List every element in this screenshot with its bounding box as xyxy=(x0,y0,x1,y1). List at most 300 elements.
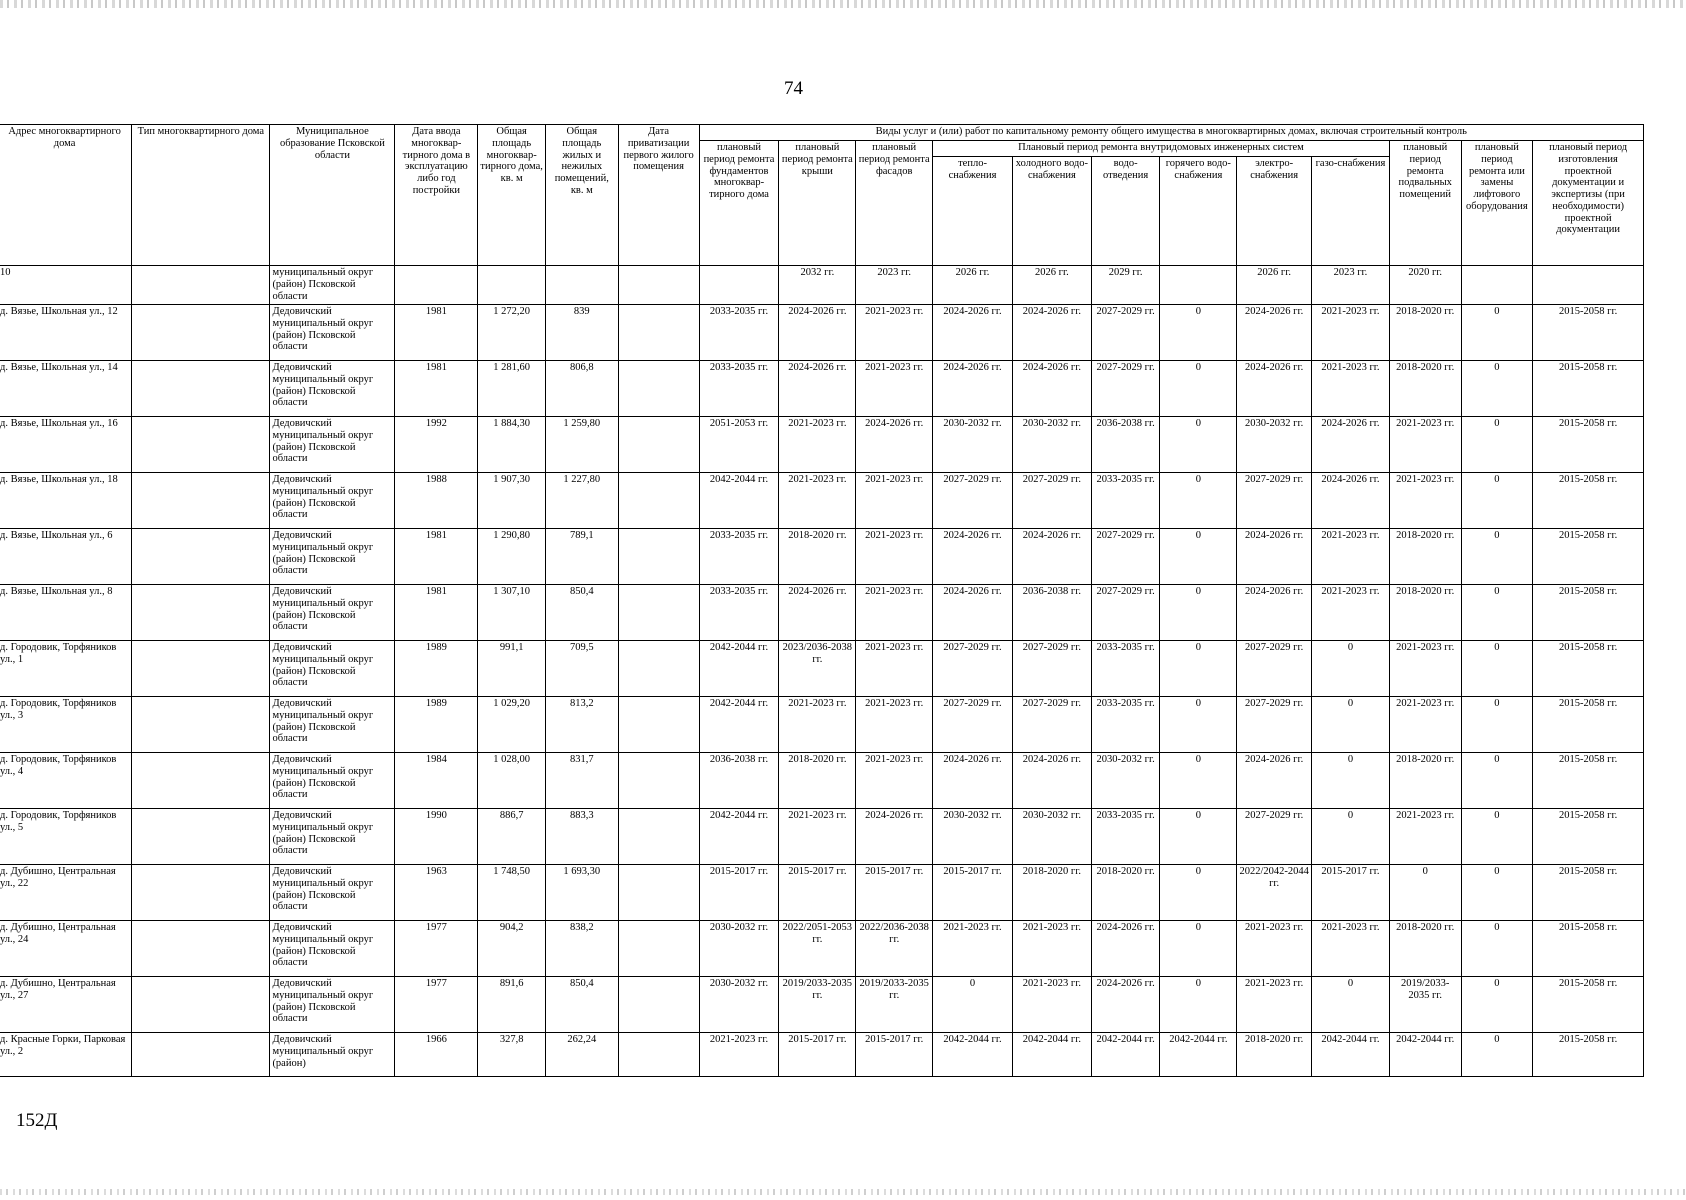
cell-privatization xyxy=(618,753,699,809)
cell-sewer: 2033-2035 гг. xyxy=(1091,697,1160,753)
cell-heat: 2024-2026 гг. xyxy=(933,305,1013,361)
cell-heat: 2026 гг. xyxy=(933,266,1013,305)
cell-gas: 0 xyxy=(1312,809,1390,865)
cell-facade: 2022/2036-2038 гг. xyxy=(856,921,933,977)
cell-elevator: 0 xyxy=(1461,809,1533,865)
cell-municipality: Дедовичский муниципальный округ (район) xyxy=(270,1033,395,1077)
cell-address: д. Дубишно, Центральная ул., 27 xyxy=(0,977,132,1033)
cell-facade: 2021-2023 гг. xyxy=(856,641,933,697)
cell-total-area xyxy=(478,266,546,305)
cell-hot-water: 0 xyxy=(1160,641,1237,697)
cell-municipality: Дедовичский муниципальный округ (район) Псковской области xyxy=(270,305,395,361)
cell-privatization xyxy=(618,865,699,921)
cell-privatization xyxy=(618,473,699,529)
cell-sewer: 2042-2044 гг. xyxy=(1091,1033,1160,1077)
cell-total-area: 886,7 xyxy=(478,809,546,865)
header-address: Адрес многоквартирного дома xyxy=(0,125,132,266)
cell-electric: 2026 гг. xyxy=(1237,266,1312,305)
cell-electric: 2027-2029 гг. xyxy=(1237,809,1312,865)
cell-sewer: 2024-2026 гг. xyxy=(1091,977,1160,1033)
cell-house-type xyxy=(132,641,270,697)
cell-municipality: муниципальный округ (район) Псковской области xyxy=(270,266,395,305)
cell-basement: 2019/2033-2035 гг. xyxy=(1389,977,1461,1033)
cell-privatization xyxy=(618,305,699,361)
table-body xyxy=(0,266,1644,1077)
table-row xyxy=(0,641,1644,697)
cell-roof: 2015-2017 гг. xyxy=(779,865,856,921)
header-hot-water: горячего водо-снабжения xyxy=(1160,157,1237,266)
cell-house-type xyxy=(132,529,270,585)
cell-hot-water: 0 xyxy=(1160,921,1237,977)
cell-design: 2015-2058 гг. xyxy=(1533,417,1644,473)
cell-basement: 2018-2020 гг. xyxy=(1389,305,1461,361)
cell-privatization xyxy=(618,1033,699,1077)
cell-house-type xyxy=(132,473,270,529)
cell-roof: 2021-2023 гг. xyxy=(779,809,856,865)
cell-year: 1963 xyxy=(395,865,478,921)
cell-foundation: 2033-2035 гг. xyxy=(699,361,779,417)
cell-address: д. Красные Горки, Парковая ул., 2 xyxy=(0,1033,132,1077)
cell-roof: 2018-2020 гг. xyxy=(779,753,856,809)
header-basement: плановый период ремонта подвальных помещений xyxy=(1389,141,1461,266)
cell-roof: 2021-2023 гг. xyxy=(779,417,856,473)
cell-facade: 2024-2026 гг. xyxy=(856,809,933,865)
cell-foundation: 2030-2032 гг. xyxy=(699,977,779,1033)
cell-hot-water: 0 xyxy=(1160,977,1237,1033)
cell-privatization xyxy=(618,809,699,865)
cell-basement: 2021-2023 гг. xyxy=(1389,697,1461,753)
table-row xyxy=(0,809,1644,865)
cell-premises-area: 839 xyxy=(545,305,618,361)
cell-foundation: 2042-2044 гг. xyxy=(699,697,779,753)
cell-privatization xyxy=(618,697,699,753)
cell-heat: 2024-2026 гг. xyxy=(933,529,1013,585)
cell-electric: 2027-2029 гг. xyxy=(1237,697,1312,753)
cell-electric: 2027-2029 гг. xyxy=(1237,641,1312,697)
cell-basement: 0 xyxy=(1389,865,1461,921)
table-row xyxy=(0,753,1644,809)
cell-facade: 2021-2023 гг. xyxy=(856,529,933,585)
cell-cold-water: 2024-2026 гг. xyxy=(1012,305,1091,361)
cell-privatization xyxy=(618,921,699,977)
header-house-type: Тип многоквартирного дома xyxy=(132,125,270,266)
header-facade: плановый период ремонта фасадов xyxy=(856,141,933,266)
cell-design: 2015-2058 гг. xyxy=(1533,473,1644,529)
cell-address: д. Вязье, Школьная ул., 16 xyxy=(0,417,132,473)
cell-premises-area: 709,5 xyxy=(545,641,618,697)
cell-privatization xyxy=(618,361,699,417)
cell-heat: 2024-2026 гг. xyxy=(933,585,1013,641)
cell-privatization xyxy=(618,641,699,697)
cell-year: 1981 xyxy=(395,585,478,641)
cell-elevator: 0 xyxy=(1461,753,1533,809)
cell-house-type xyxy=(132,697,270,753)
cell-cold-water: 2018-2020 гг. xyxy=(1012,865,1091,921)
cell-hot-water: 0 xyxy=(1160,809,1237,865)
table-row xyxy=(0,417,1644,473)
cell-hot-water: 2042-2044 гг. xyxy=(1160,1033,1237,1077)
cell-sewer: 2027-2029 гг. xyxy=(1091,585,1160,641)
cell-foundation: 2021-2023 гг. xyxy=(699,1033,779,1077)
cell-hot-water: 0 xyxy=(1160,697,1237,753)
cell-elevator: 0 xyxy=(1461,529,1533,585)
cell-electric: 2024-2026 гг. xyxy=(1237,361,1312,417)
cell-design: 2015-2058 гг. xyxy=(1533,641,1644,697)
cell-basement: 2020 гг. xyxy=(1389,266,1461,305)
cell-electric: 2024-2026 гг. xyxy=(1237,585,1312,641)
table-row xyxy=(0,473,1644,529)
cell-premises-area: 1 227,80 xyxy=(545,473,618,529)
cell-basement: 2021-2023 гг. xyxy=(1389,473,1461,529)
cell-heat: 2015-2017 гг. xyxy=(933,865,1013,921)
cell-privatization xyxy=(618,977,699,1033)
cell-basement: 2018-2020 гг. xyxy=(1389,753,1461,809)
header-commission-date: Дата ввода многоквар-тирного дома в эксплуатацию либо год постройки xyxy=(395,125,478,266)
cell-sewer: 2018-2020 гг. xyxy=(1091,865,1160,921)
cell-premises-area: 831,7 xyxy=(545,753,618,809)
cell-foundation: 2033-2035 гг. xyxy=(699,585,779,641)
cell-foundation: 2042-2044 гг. xyxy=(699,641,779,697)
cell-cold-water: 2021-2023 гг. xyxy=(1012,921,1091,977)
header-design-docs: плановый период изготовления проектной документации и экспертизы (при необходимости) проектной документации xyxy=(1533,141,1644,266)
cell-elevator: 0 xyxy=(1461,921,1533,977)
cell-heat: 0 xyxy=(933,977,1013,1033)
header-cold-water: холодного водо-снабжения xyxy=(1012,157,1091,266)
table-row xyxy=(0,697,1644,753)
cell-house-type xyxy=(132,266,270,305)
cell-address: д. Дубишно, Центральная ул., 24 xyxy=(0,921,132,977)
cell-gas: 0 xyxy=(1312,977,1390,1033)
cell-total-area: 1 290,80 xyxy=(478,529,546,585)
cell-sewer: 2036-2038 гг. xyxy=(1091,417,1160,473)
cell-total-area: 1 029,20 xyxy=(478,697,546,753)
cell-sewer: 2030-2032 гг. xyxy=(1091,753,1160,809)
cell-municipality: Дедовичский муниципальный округ (район) Псковской области xyxy=(270,417,395,473)
cell-elevator: 0 xyxy=(1461,305,1533,361)
cell-premises-area: 1 259,80 xyxy=(545,417,618,473)
cell-facade: 2021-2023 гг. xyxy=(856,473,933,529)
cell-elevator: 0 xyxy=(1461,417,1533,473)
cell-year: 1981 xyxy=(395,305,478,361)
cell-electric: 2021-2023 гг. xyxy=(1237,977,1312,1033)
cell-design: 2015-2058 гг. xyxy=(1533,753,1644,809)
cell-address: д. Вязье, Школьная ул., 18 xyxy=(0,473,132,529)
cell-cold-water: 2030-2032 гг. xyxy=(1012,809,1091,865)
cell-municipality: Дедовичский муниципальный округ (район) Псковской области xyxy=(270,585,395,641)
cell-cold-water: 2027-2029 гг. xyxy=(1012,697,1091,753)
cell-address: д. Вязье, Школьная ул., 14 xyxy=(0,361,132,417)
scan-artifact-top xyxy=(0,0,1686,8)
cell-cold-water: 2026 гг. xyxy=(1012,266,1091,305)
cell-elevator: 0 xyxy=(1461,1033,1533,1077)
cell-total-area: 891,6 xyxy=(478,977,546,1033)
cell-cold-water: 2030-2032 гг. xyxy=(1012,417,1091,473)
cell-total-area: 1 748,50 xyxy=(478,865,546,921)
table-row xyxy=(0,1033,1644,1077)
cell-gas: 2042-2044 гг. xyxy=(1312,1033,1390,1077)
table-row xyxy=(0,529,1644,585)
cell-elevator: 0 xyxy=(1461,473,1533,529)
header-electric: электро-снабжения xyxy=(1237,157,1312,266)
cell-basement: 2021-2023 гг. xyxy=(1389,809,1461,865)
cell-sewer: 2024-2026 гг. xyxy=(1091,921,1160,977)
cell-total-area: 327,8 xyxy=(478,1033,546,1077)
cell-municipality: Дедовичский муниципальный округ (район) Псковской области xyxy=(270,977,395,1033)
table-row xyxy=(0,585,1644,641)
cell-premises-area: 789,1 xyxy=(545,529,618,585)
cell-house-type xyxy=(132,1033,270,1077)
cell-house-type xyxy=(132,977,270,1033)
cell-electric: 2024-2026 гг. xyxy=(1237,529,1312,585)
cell-elevator: 0 xyxy=(1461,361,1533,417)
cell-gas: 2021-2023 гг. xyxy=(1312,585,1390,641)
header-municipality: Муниципальное образование Псковской области xyxy=(270,125,395,266)
cell-foundation: 2051-2053 гг. xyxy=(699,417,779,473)
cell-hot-water: 0 xyxy=(1160,753,1237,809)
cell-address: д. Городовик, Торфяников ул., 1 xyxy=(0,641,132,697)
cell-cold-water: 2027-2029 гг. xyxy=(1012,473,1091,529)
cell-heat: 2030-2032 гг. xyxy=(933,809,1013,865)
cell-house-type xyxy=(132,921,270,977)
cell-address: д. Городовик, Торфяников ул., 3 xyxy=(0,697,132,753)
cell-address: 10 xyxy=(0,266,132,305)
table-row xyxy=(0,361,1644,417)
cell-premises-area: 813,2 xyxy=(545,697,618,753)
cell-foundation: 2036-2038 гг. xyxy=(699,753,779,809)
cell-cold-water: 2027-2029 гг. xyxy=(1012,641,1091,697)
cell-basement: 2018-2020 гг. xyxy=(1389,361,1461,417)
cell-roof: 2024-2026 гг. xyxy=(779,305,856,361)
cell-roof: 2022/2051-2053 гг. xyxy=(779,921,856,977)
cell-gas: 2023 гг. xyxy=(1312,266,1390,305)
cell-design: 2015-2058 гг. xyxy=(1533,529,1644,585)
cell-foundation: 2042-2044 гг. xyxy=(699,473,779,529)
cell-design: 2015-2058 гг. xyxy=(1533,1033,1644,1077)
cell-heat: 2042-2044 гг. xyxy=(933,1033,1013,1077)
cell-elevator: 0 xyxy=(1461,641,1533,697)
table-row xyxy=(0,305,1644,361)
cell-year: 1990 xyxy=(395,809,478,865)
cell-year: 1981 xyxy=(395,529,478,585)
cell-sewer: 2027-2029 гг. xyxy=(1091,361,1160,417)
cell-facade: 2019/2033-2035 гг. xyxy=(856,977,933,1033)
cell-design: 2015-2058 гг. xyxy=(1533,809,1644,865)
cell-year: 1981 xyxy=(395,361,478,417)
cell-year: 1989 xyxy=(395,697,478,753)
cell-total-area: 904,2 xyxy=(478,921,546,977)
header-elevator: плановый период ремонта или замены лифтового оборудования xyxy=(1461,141,1533,266)
cell-facade: 2021-2023 гг. xyxy=(856,361,933,417)
cell-heat: 2021-2023 гг. xyxy=(933,921,1013,977)
cell-design xyxy=(1533,266,1644,305)
cell-cold-water: 2042-2044 гг. xyxy=(1012,1033,1091,1077)
header-total-area: Общая площадь многоквар-тирного дома, кв. м xyxy=(478,125,546,266)
cell-premises-area xyxy=(545,266,618,305)
cell-total-area: 991,1 xyxy=(478,641,546,697)
cell-hot-water: 0 xyxy=(1160,361,1237,417)
cell-electric: 2027-2029 гг. xyxy=(1237,473,1312,529)
cell-basement: 2018-2020 гг. xyxy=(1389,529,1461,585)
cell-facade: 2021-2023 гг. xyxy=(856,697,933,753)
cell-municipality: Дедовичский муниципальный округ (район) Псковской области xyxy=(270,361,395,417)
cell-municipality: Дедовичский муниципальный округ (район) Псковской области xyxy=(270,641,395,697)
cell-basement: 2021-2023 гг. xyxy=(1389,641,1461,697)
cell-heat: 2027-2029 гг. xyxy=(933,641,1013,697)
cell-premises-area: 850,4 xyxy=(545,977,618,1033)
header-roof: плановый период ремонта крыши xyxy=(779,141,856,266)
cell-roof: 2015-2017 гг. xyxy=(779,1033,856,1077)
cell-basement: 2018-2020 гг. xyxy=(1389,921,1461,977)
cell-hot-water: 0 xyxy=(1160,473,1237,529)
cell-facade: 2015-2017 гг. xyxy=(856,1033,933,1077)
cell-year: 1984 xyxy=(395,753,478,809)
cell-house-type xyxy=(132,585,270,641)
cell-address: д. Городовик, Торфяников ул., 4 xyxy=(0,753,132,809)
cell-hot-water: 0 xyxy=(1160,417,1237,473)
cell-premises-area: 806,8 xyxy=(545,361,618,417)
cell-total-area: 1 281,60 xyxy=(478,361,546,417)
cell-cold-water: 2021-2023 гг. xyxy=(1012,977,1091,1033)
cell-gas: 2021-2023 гг. xyxy=(1312,361,1390,417)
cell-sewer: 2033-2035 гг. xyxy=(1091,809,1160,865)
cell-roof: 2021-2023 гг. xyxy=(779,473,856,529)
cell-electric: 2024-2026 гг. xyxy=(1237,753,1312,809)
header-foundation: плановый период ремонта фундаментов многоквар-тирного дома xyxy=(699,141,779,266)
cell-heat: 2024-2026 гг. xyxy=(933,753,1013,809)
table-row xyxy=(0,921,1644,977)
cell-cold-water: 2036-2038 гг. xyxy=(1012,585,1091,641)
cell-privatization xyxy=(618,529,699,585)
cell-hot-water: 0 xyxy=(1160,585,1237,641)
cell-gas: 0 xyxy=(1312,641,1390,697)
header-privatization-date: Дата приватизации первого жилого помещения xyxy=(618,125,699,266)
cell-design: 2015-2058 гг. xyxy=(1533,585,1644,641)
cell-gas: 2021-2023 гг. xyxy=(1312,305,1390,361)
cell-facade: 2015-2017 гг. xyxy=(856,865,933,921)
cell-year: 1989 xyxy=(395,641,478,697)
cell-premises-area: 850,4 xyxy=(545,585,618,641)
table-row-continuation xyxy=(0,266,1644,305)
cell-year: 1966 xyxy=(395,1033,478,1077)
cell-municipality: Дедовичский муниципальный округ (район) Псковской области xyxy=(270,529,395,585)
cell-foundation: 2033-2035 гг. xyxy=(699,529,779,585)
cell-roof: 2021-2023 гг. xyxy=(779,697,856,753)
cell-total-area: 1 272,20 xyxy=(478,305,546,361)
header-engineering-group: Плановый период ремонта внутридомовых инженерных систем xyxy=(933,141,1390,157)
cell-address: д. Вязье, Школьная ул., 6 xyxy=(0,529,132,585)
cell-year xyxy=(395,266,478,305)
cell-total-area: 1 884,30 xyxy=(478,417,546,473)
scan-artifact-bottom xyxy=(0,1189,1686,1195)
cell-municipality: Дедовичский муниципальный округ (район) Псковской области xyxy=(270,753,395,809)
cell-house-type xyxy=(132,865,270,921)
cell-roof: 2019/2033-2035 гг. xyxy=(779,977,856,1033)
cell-heat: 2024-2026 гг. xyxy=(933,361,1013,417)
cell-electric: 2018-2020 гг. xyxy=(1237,1033,1312,1077)
cell-heat: 2030-2032 гг. xyxy=(933,417,1013,473)
header-heat: тепло-снабжения xyxy=(933,157,1013,266)
cell-gas: 2024-2026 гг. xyxy=(1312,417,1390,473)
cell-electric: 2030-2032 гг. xyxy=(1237,417,1312,473)
cell-basement: 2021-2023 гг. xyxy=(1389,417,1461,473)
cell-hot-water: 0 xyxy=(1160,529,1237,585)
cell-sewer: 2033-2035 гг. xyxy=(1091,473,1160,529)
cell-roof: 2024-2026 гг. xyxy=(779,361,856,417)
cell-privatization xyxy=(618,417,699,473)
cell-elevator: 0 xyxy=(1461,977,1533,1033)
cell-roof: 2032 гг. xyxy=(779,266,856,305)
cell-hot-water xyxy=(1160,266,1237,305)
cell-elevator: 0 xyxy=(1461,585,1533,641)
cell-basement: 2018-2020 гг. xyxy=(1389,585,1461,641)
cell-cold-water: 2024-2026 гг. xyxy=(1012,361,1091,417)
cell-total-area: 1 907,30 xyxy=(478,473,546,529)
cell-foundation xyxy=(699,266,779,305)
cell-address: д. Вязье, Школьная ул., 12 xyxy=(0,305,132,361)
cell-heat: 2027-2029 гг. xyxy=(933,697,1013,753)
cell-sewer: 2027-2029 гг. xyxy=(1091,529,1160,585)
cell-design: 2015-2058 гг. xyxy=(1533,921,1644,977)
cell-sewer: 2033-2035 гг. xyxy=(1091,641,1160,697)
cell-privatization xyxy=(618,266,699,305)
cell-hot-water: 0 xyxy=(1160,865,1237,921)
cell-foundation: 2033-2035 гг. xyxy=(699,305,779,361)
header-gas: газо-снабжения xyxy=(1312,157,1390,266)
cell-foundation: 2030-2032 гг. xyxy=(699,921,779,977)
cell-municipality: Дедовичский муниципальный округ (район) Псковской области xyxy=(270,697,395,753)
capital-repair-table xyxy=(0,124,1644,1077)
cell-sewer: 2029 гг. xyxy=(1091,266,1160,305)
cell-address: д. Городовик, Торфяников ул., 5 xyxy=(0,809,132,865)
cell-facade: 2021-2023 гг. xyxy=(856,305,933,361)
cell-municipality: Дедовичский муниципальный округ (район) Псковской области xyxy=(270,473,395,529)
header-works-group: Виды услуг и (или) работ по капитальному ремонту общего имущества в многоквартирных домах, включая строительный контроль xyxy=(699,125,1643,141)
cell-electric: 2024-2026 гг. xyxy=(1237,305,1312,361)
cell-municipality: Дедовичский муниципальный округ (район) Псковской области xyxy=(270,809,395,865)
cell-electric: 2021-2023 гг. xyxy=(1237,921,1312,977)
cell-elevator xyxy=(1461,266,1533,305)
table-row xyxy=(0,865,1644,921)
cell-premises-area: 1 693,30 xyxy=(545,865,618,921)
cell-gas: 0 xyxy=(1312,753,1390,809)
cell-facade: 2023 гг. xyxy=(856,266,933,305)
cell-house-type xyxy=(132,361,270,417)
cell-sewer: 2027-2029 гг. xyxy=(1091,305,1160,361)
cell-foundation: 2015-2017 гг. xyxy=(699,865,779,921)
cell-privatization xyxy=(618,585,699,641)
cell-house-type xyxy=(132,809,270,865)
header-premises-area: Общая площадь жилых и нежилых помещений, кв. м xyxy=(545,125,618,266)
cell-facade: 2024-2026 гг. xyxy=(856,417,933,473)
cell-house-type xyxy=(132,417,270,473)
cell-address: д. Вязье, Школьная ул., 8 xyxy=(0,585,132,641)
cell-elevator: 0 xyxy=(1461,697,1533,753)
cell-design: 2015-2058 гг. xyxy=(1533,305,1644,361)
cell-premises-area: 838,2 xyxy=(545,921,618,977)
cell-year: 1988 xyxy=(395,473,478,529)
cell-electric: 2022/2042-2044 гг. xyxy=(1237,865,1312,921)
cell-elevator: 0 xyxy=(1461,865,1533,921)
cell-facade: 2021-2023 гг. xyxy=(856,585,933,641)
cell-facade: 2021-2023 гг. xyxy=(856,753,933,809)
cell-year: 1977 xyxy=(395,977,478,1033)
cell-municipality: Дедовичский муниципальный округ (район) Псковской области xyxy=(270,921,395,977)
cell-gas: 2024-2026 гг. xyxy=(1312,473,1390,529)
cell-premises-area: 883,3 xyxy=(545,809,618,865)
cell-cold-water: 2024-2026 гг. xyxy=(1012,753,1091,809)
cell-basement: 2042-2044 гг. xyxy=(1389,1033,1461,1077)
header-sewer: водо-отведения xyxy=(1091,157,1160,266)
